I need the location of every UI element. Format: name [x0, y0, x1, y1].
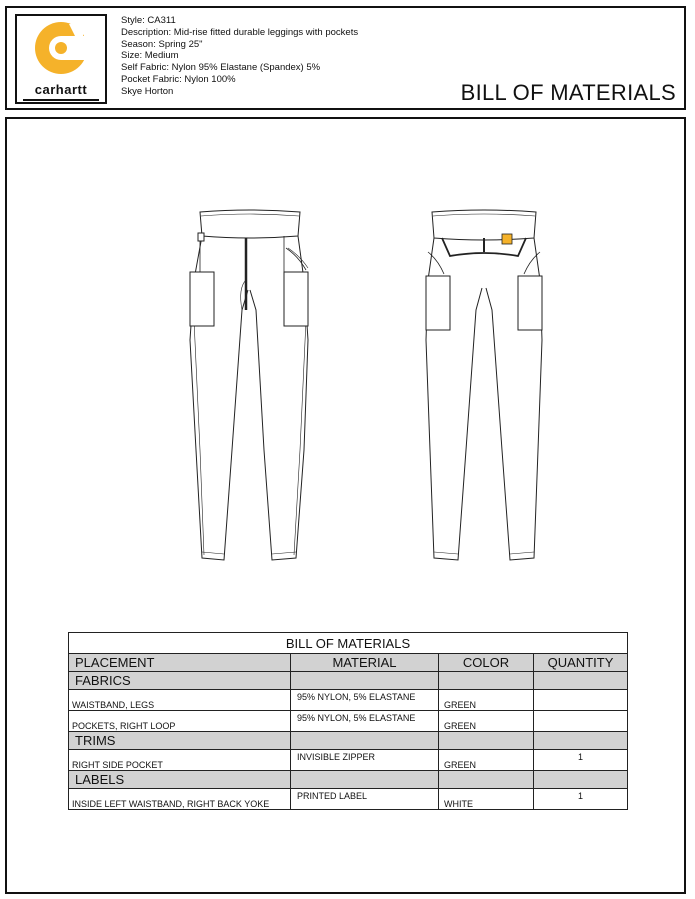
column-header-color: COLOR: [439, 654, 534, 672]
season: Season: Spring 25": [121, 38, 203, 50]
cell-quantity: [534, 690, 628, 711]
column-header-placement: PLACEMENT: [69, 654, 291, 672]
brand-logo: [15, 14, 107, 104]
header: [5, 6, 686, 110]
style-metadata: [121, 15, 358, 98]
table-title-row: [69, 633, 628, 654]
section-label: FABRICS: [69, 672, 291, 690]
pocket-fabric: Pocket Fabric: Nylon 100%: [121, 73, 236, 85]
cell-placement: INSIDE LEFT WAISTBAND, RIGHT BACK YOKE: [69, 789, 291, 810]
column-header-material: MATERIAL: [291, 654, 439, 672]
cell-material: 95% NYLON, 5% ELASTANE: [291, 711, 439, 732]
cell-placement: RIGHT SIDE POCKET: [69, 750, 291, 771]
bill-of-materials-table: [68, 632, 628, 810]
cell-quantity: 1: [534, 789, 628, 810]
table-row: [69, 789, 628, 810]
section-row-trims: [69, 732, 628, 750]
front-flat-sketch: [180, 200, 320, 570]
style-number: Style: CA311: [121, 15, 176, 26]
cell-material: 95% NYLON, 5% ELASTANE: [291, 690, 439, 711]
designer-name: Skye Horton: [121, 85, 174, 97]
table-row: [69, 690, 628, 711]
column-header-quantity: QUANTITY: [534, 654, 628, 672]
document-title: BILL OF MATERIALS: [460, 80, 676, 105]
section-label: LABELS: [69, 771, 291, 789]
cell-quantity: 1: [534, 750, 628, 771]
table-header-row: [69, 654, 628, 672]
cell-color: GREEN: [439, 750, 534, 771]
section-row-fabrics: [69, 672, 628, 690]
section-label: TRIMS: [69, 732, 291, 750]
section-row-labels: [69, 771, 628, 789]
cell-quantity: [534, 711, 628, 732]
table-row: [69, 750, 628, 771]
cell-placement: WAISTBAND, LEGS: [69, 690, 291, 711]
cell-color: GREEN: [439, 690, 534, 711]
cell-material: PRINTED LABEL: [291, 789, 439, 810]
brand-underline: [23, 99, 99, 101]
cell-color: WHITE: [439, 789, 534, 810]
table-title: BILL OF MATERIALS: [69, 633, 628, 654]
size: Size: Medium: [121, 50, 179, 62]
style-description: Description: Mid-rise fitted durable leggings with pockets: [121, 26, 359, 38]
printed-label-icon: [502, 234, 512, 244]
brand-wordmark: carhartt: [34, 82, 88, 97]
cell-placement: POCKETS, RIGHT LOOP: [69, 711, 291, 732]
table-row: [69, 711, 628, 732]
cell-color: GREEN: [439, 711, 534, 732]
back-flat-sketch: [414, 200, 554, 570]
cell-material: INVISIBLE ZIPPER: [291, 750, 439, 771]
self-fabric: Self Fabric: Nylon 95% Elastane (Spandex) 5%: [121, 62, 321, 74]
